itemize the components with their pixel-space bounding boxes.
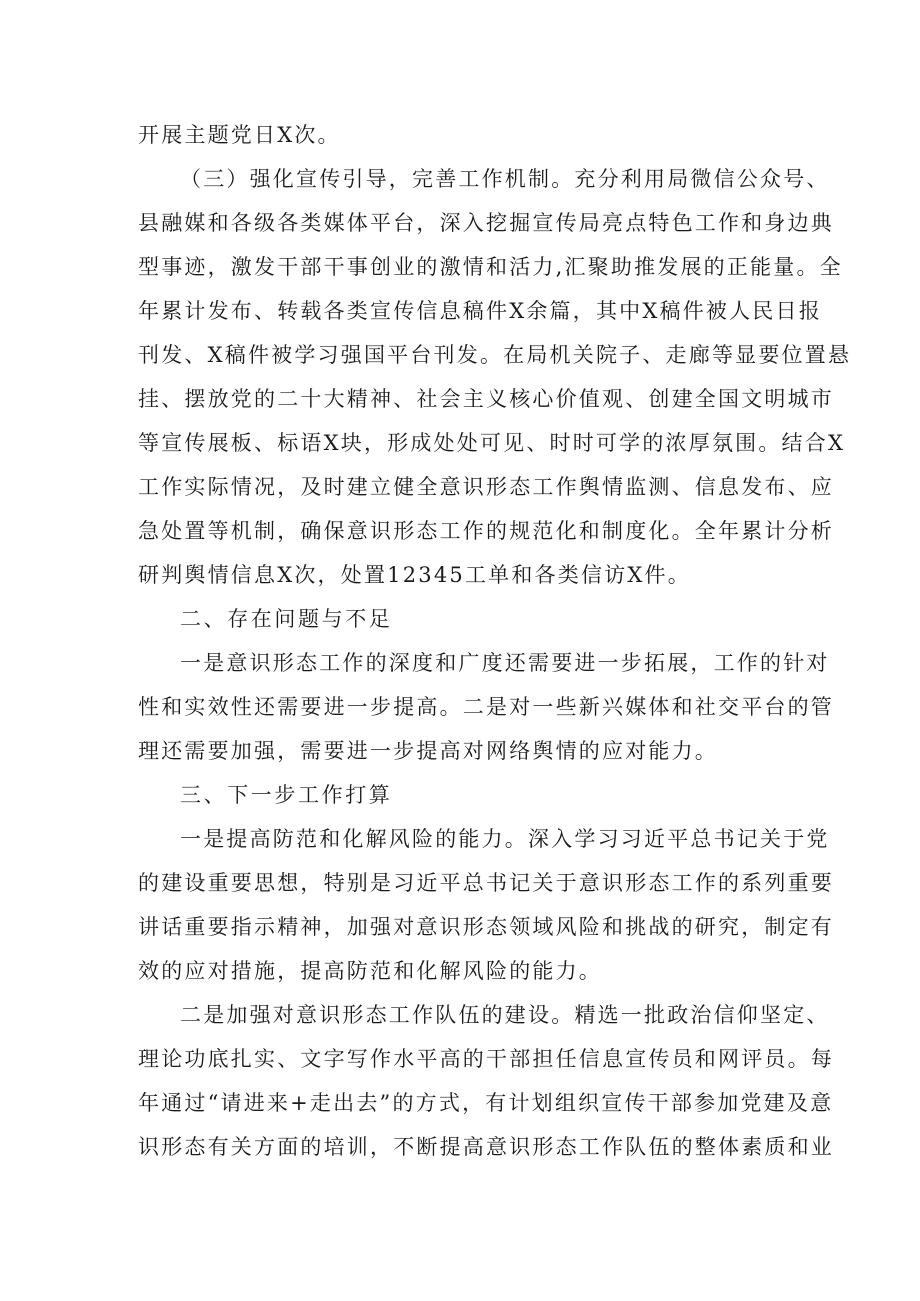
section-3-heading-line: （三）强化宣传引导，完善工作机制。充分利用局微信公众号、 [180,167,830,191]
paragraph-line: 理还需要加强，需要进一步提高对网络舆情的应对能力。 [138,739,718,763]
paragraph-line: 挂、摆放党的二十大精神、社会主义核心价值观、创建全国文明城市 [138,387,834,411]
paragraph-line: 年累计发布、转载各类宣传信息稿件X余篇，其中X稿件被人民日报 [138,299,822,323]
paragraph-line: 理论功底扎实、文字写作水平高的干部担任信息宣传员和网评员。每 [138,1047,834,1071]
paragraph-line: 识形态有关方面的培训，不断提高意识形态工作队伍的整体素质和业 [138,1135,834,1159]
paragraph-line: 研判舆情信息X次，处置12345工单和各类信访X件。 [138,563,691,587]
paragraph-line: 型事迹，激发干部干事创业的激情和活力,汇聚助推发展的正能量。全 [138,255,843,279]
paragraph-line: 工作实际情况，及时建立健全意识形态工作舆情监测、信息发布、应 [138,475,834,499]
paragraph-line: 讲话重要指示精神，加强对意识形态领域风险和挑战的研究，制定有 [138,915,834,939]
paragraph-line: 二是加强对意识形态工作队伍的建设。精选一批政治信仰坚定、 [180,1003,830,1027]
paragraph-line: 等宣传展板、标语X块，形成处处可见、时时可学的浓厚氛围。结合X [138,431,846,455]
paragraph-line: 的建设重要思想，特别是习近平总书记关于意识形态工作的系列重要 [138,871,834,895]
paragraph-line: 急处置等机制，确保意识形态工作的规范化和制度化。全年累计分析 [138,519,834,543]
paragraph-line: 一是提高防范和化解风险的能力。深入学习习近平总书记关于党 [180,827,830,851]
paragraph-line: 年通过“请进来+走出去”的方式，有计划组织宣传干部参加党建及意 [138,1091,834,1115]
paragraph-line: 县融媒和各级各类媒体平台，深入挖掘宣传局亮点特色工作和身边典 [138,211,834,235]
paragraph-line: 效的应对措施，提高防范和化解风险的能力。 [138,959,602,983]
section-heading-problems: 二、存在问题与不足 [180,607,393,631]
paragraph-line: 刊发、X稿件被学习强国平台刊发。在局机关院子、走廊等显要位置悬 [138,343,852,367]
section-heading-next-steps: 三、下一步工作打算 [180,783,393,807]
paragraph-line: 性和实效性还需要进一步提高。二是对一些新兴媒体和社交平台的管 [138,695,834,719]
paragraph-line: 一是意识形态工作的深度和广度还需要进一步拓展，工作的针对 [180,651,830,675]
paragraph-line: 开展主题党日X次。 [138,123,341,147]
